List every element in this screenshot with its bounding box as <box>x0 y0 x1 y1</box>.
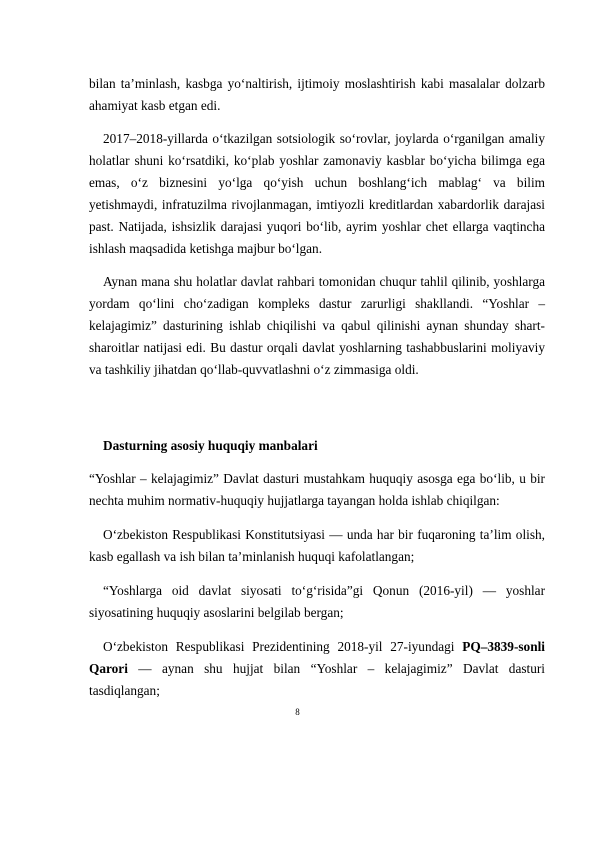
decree-text-before: O‘zbekiston Respublikasi Prezidentining 2018-yil 27-iyundagi <box>103 639 463 654</box>
paragraph-program-origin: Aynan mana shu holatlar davlat rahbari tomonidan chuqur tahlil qilinib, yoshlarga yordam qo‘lini cho‘zadigan kompleks dastur zarurligi shakllandi. “Yoshlar – kelajagimiz” dasturining ishlab chiqilishi va qabul qilinishi aynan shunday shart-sharoitlar natijasi edi. Bu dastur orqali davlat yoshlarning tashabbuslarini moliyaviy va tashkiliy jihatdan qo‘llab-quvvatlashni o‘z zimmasiga oldi. <box>89 274 545 377</box>
decree-number: PQ–3839-sonli Qarori <box>89 639 545 676</box>
paragraph-survey-findings: 2017–2018-yillarda o‘tkazilgan sotsiologik so‘rovlar, joylarda o‘rganilgan amaliy holatlar shuni ko‘rsatdiki, ko‘plab yoshlar zamonaviy kasblar bo‘yicha bilimga ega emas, o‘z biznesini yo‘lga qo‘yish uchun boshlang‘ich mablag‘ va bilim yetishmaydi, infratuzilma rivojlanmagan, imtiyozli kreditlardan xabardorlik darajasi past. Natijada, ishsizlik darajasi yuqori bo‘lib, ayrim yoshlar chet ellarga vaqtincha ishlash maqsadida ketishga majbur bo‘lgan. <box>89 131 545 256</box>
decree-text-after: — aynan shu hujjat bilan “Yoshlar – kelajagimiz” Davlat dasturi tasdiqlangan; <box>89 661 545 698</box>
list-item-constitution: O‘zbekiston Respublikasi Konstitutsiyasi — unda har bir fuqaroning ta’lim olish, kasb egallash va ish bilan ta’minlanish huquqi kafolatlangan; <box>89 527 545 564</box>
list-item-youth-law: “Yoshlarga oid davlat siyosati to‘g‘risida”gi Qonun (2016-yil) — yoshlar siyosatining huquqiy asoslarini belgilab bergan; <box>89 583 545 620</box>
list-item-presidential-decree <box>89 636 545 702</box>
paragraph-continuation: bilan ta’minlash, kasbga yo‘naltirish, ijtimoiy moslashtirish kabi masalalar dolzarb ahamiyat kasb etgan edi. <box>89 76 545 113</box>
page-number: 8 <box>295 707 300 717</box>
paragraph-legal-intro: “Yoshlar – kelajagimiz” Davlat dasturi mustahkam huquqiy asosga ega bo‘lib, u bir nechta muhim normativ-huquqiy hujjatlarga tayangan holda ishlab chiqilgan: <box>89 471 545 508</box>
section-heading: Dasturning asosiy huquqiy manbalari <box>103 438 318 453</box>
